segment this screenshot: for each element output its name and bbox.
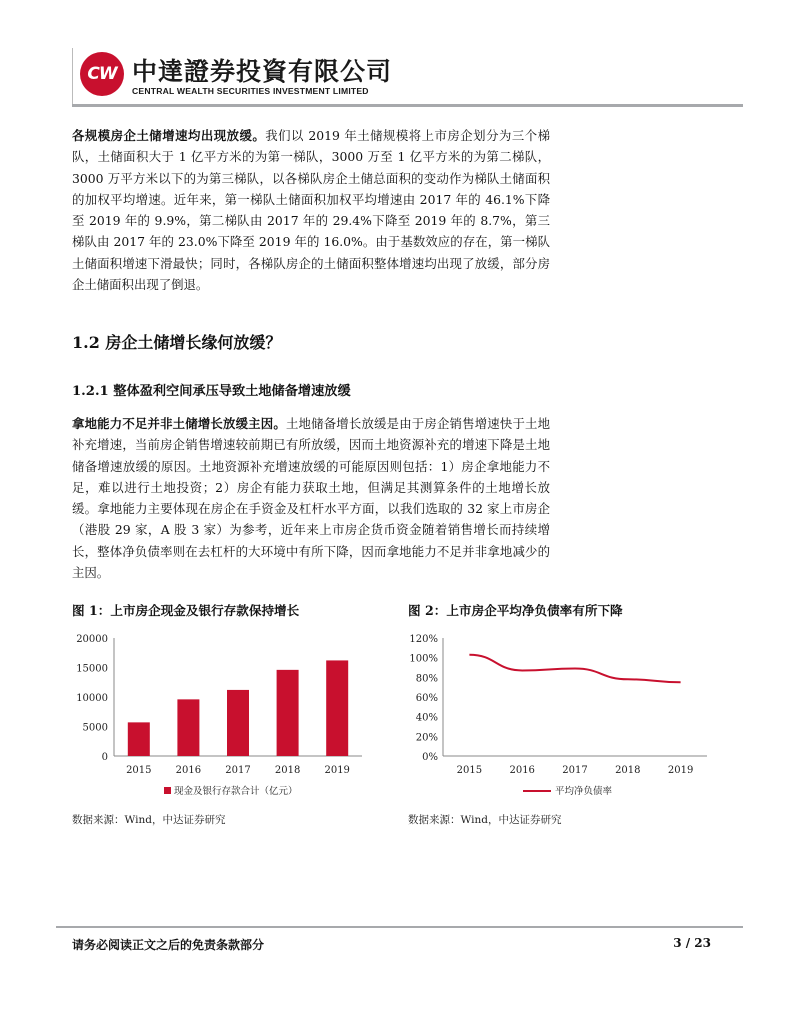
cash-deposits-bar-chart: [70, 628, 380, 803]
y-tick-label: 20%: [415, 732, 438, 744]
paragraph-land-ability: [72, 413, 550, 583]
bar: [326, 660, 348, 756]
y-tick-label: 15000: [76, 663, 108, 675]
legend-label: 平均净负债率: [555, 786, 613, 797]
figure2-title: 图 2：上市房企平均净负债率有所下降: [408, 603, 623, 618]
x-tick-label: 2018: [274, 765, 301, 776]
x-tick-label: 2017: [225, 765, 251, 776]
x-tick-label: 2018: [615, 765, 641, 776]
y-tick-label: 120%: [409, 634, 438, 645]
legend-label: 现金及银行存款合计（亿元）: [174, 786, 298, 797]
paragraph-lead: 拿地能力不足并非土储增长放缓主因。: [72, 416, 286, 431]
figure1-source: 数据来源：Wind，中达证券研究: [72, 814, 226, 826]
y-tick-label: 60%: [415, 693, 438, 704]
paragraph-tiers: [72, 125, 550, 295]
bar: [227, 690, 249, 756]
x-tick-label: 2019: [324, 765, 350, 776]
subsection-title: 1.2.1 整体盈利空间承压导致土地储备增速放缓: [72, 384, 351, 399]
x-tick-label: 2015: [126, 765, 152, 776]
x-tick-label: 2016: [175, 765, 202, 776]
paragraph-body: 土地储备增长放缓是由于房企销售增速快于土地补充增速，当前房企销售增速较前期已有所放缓，因而土地资源补充的增速下降是土地储备增速放缓的原因。土地资源补充增速放缓的可能原因则包括：1）房企拿地能力不足，难以进行土地投资；2）房企有能力获取土地，但满足其测算条件的土地增长放缓。拿地能力主要体现在房企在手资金及杠杆水平方面，以我们选取的 32 家上市房企（港股 29 家，A 股 3 家）为参考，近年来上市房企货币资金随着销售增长而持续增长，整体净负债率则在去杠杆的大环境中有所下降，因而拿地能力不足并非拿地减少的主因。: [72, 416, 551, 581]
company-name-en: CENTRAL WEALTH SECURITIES INVESTMENT LIMITED: [132, 86, 369, 96]
legend-swatch: [164, 787, 171, 794]
x-tick-label: 2017: [562, 765, 588, 776]
footer-disclaimer: 请务必阅读正文之后的免责条款部分: [72, 938, 265, 952]
y-tick-label: 80%: [415, 673, 438, 685]
x-tick-label: 2019: [667, 765, 694, 776]
paragraph-body: 我们以 2019 年土储规模将上市房企划分为三个梯队，土储面积大于 1 亿平方米的为第一梯队，3000 万至 1 亿平方米的为第二梯队，3000 万平方米以下的为第三梯队，以各梯队房企土储总面积的变动作为梯队土储面积的加权平均增速。近年来，第一梯队土储面积加权平均增速由 2017 年的 46.1%下降至 2019 年的 9.9%，第二梯队由 2017 年的 29.4%下降至 2019 年的 8.7%，第三梯队由 2017 年的 23.0%下降至 2019 年的 16.0%。由于基数效应的存在，第一梯队土储面积增速下滑最快；同时，各梯队房企的土储面积整体增速均出现了放缓，部分房企土储面积出现了倒退。: [72, 128, 550, 293]
paragraph-lead: 各规模房企土储增速均出现放缓。: [72, 128, 266, 143]
net-debt-ratio-line-chart: [405, 628, 725, 803]
y-tick-label: 10000: [76, 693, 108, 704]
header-rule: [72, 104, 743, 107]
figure1-title: 图 1：上市房企现金及银行存款保持增长: [72, 603, 300, 618]
header-divider: [72, 48, 73, 106]
company-name-cn: 中達證券投資有限公司: [132, 57, 393, 86]
section-title: 1.2 房企土储增长缘何放缓？: [72, 333, 282, 352]
x-tick-label: 2016: [509, 765, 535, 776]
footer-rule: [56, 926, 743, 928]
bar: [177, 699, 199, 756]
y-tick-label: 40%: [415, 712, 438, 724]
y-tick-label: 5000: [82, 722, 108, 734]
bar: [128, 722, 150, 756]
bar: [277, 670, 299, 756]
y-tick-label: 0: [101, 752, 108, 763]
series-line: [469, 655, 680, 683]
company-logo: CW: [80, 52, 124, 96]
figure2-source: 数据来源：Wind，中达证券研究: [408, 814, 562, 826]
y-tick-label: 0%: [422, 752, 438, 763]
y-tick-label: 100%: [409, 653, 438, 665]
page-number: 3 / 23: [673, 936, 711, 950]
x-tick-label: 2015: [456, 765, 483, 776]
y-tick-label: 20000: [76, 634, 108, 645]
